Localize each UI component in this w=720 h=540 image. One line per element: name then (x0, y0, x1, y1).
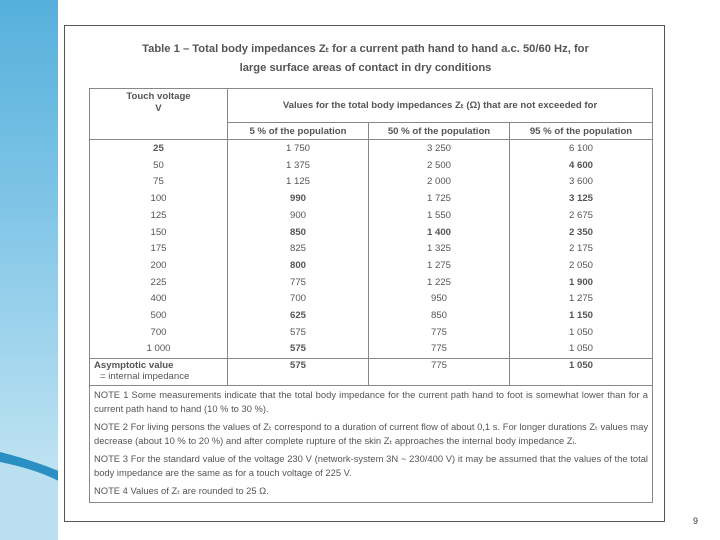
p5-value: 990 (289, 193, 306, 205)
p50-value: 775 (430, 343, 447, 355)
voltage-value: 100 (150, 193, 167, 205)
p95-value: 1 150 (569, 310, 594, 322)
voltage-column (90, 140, 228, 359)
table-title-line2: large surface areas of contact in dry conditions (239, 62, 492, 74)
asymptotic-p95: 1 050 (510, 359, 653, 386)
p5-value: 800 (289, 259, 306, 271)
p50-value: 1 225 (426, 276, 451, 288)
note-3: NOTE 3 For the standard value of the voltage 230 V (network-system 3N ~ 230/400 V) it may be assumed that the values of the total body impedance are the same as for a touch voltage of 225 V. (94, 453, 649, 479)
p50-value: 1 725 (426, 193, 451, 205)
p50-value: 3 250 (426, 143, 451, 154)
p5-value: 700 (289, 293, 306, 305)
p50-value: 1 325 (426, 243, 451, 255)
voltage-header-line1: Touch voltage (126, 91, 191, 102)
p50-value: 2 500 (426, 159, 451, 171)
p50-column (369, 140, 510, 359)
p95-value: 1 275 (569, 293, 594, 305)
voltage-value: 200 (150, 259, 167, 271)
impedance-table (89, 88, 653, 503)
p95-value: 4 600 (569, 159, 594, 171)
asymptotic-label-line1: Asymptotic value (94, 360, 174, 372)
voltage-value: 700 (150, 326, 167, 338)
p95-value: 1 050 (569, 326, 594, 338)
p5-column (228, 140, 369, 359)
p5-value: 575 (289, 343, 306, 355)
voltage-header (90, 89, 228, 140)
note-1: NOTE 1 Some measurements indicate that the total body impedance for the current path hand to foot is somewhat lower than for a current path hand to hand (10 % to 30 %). (94, 389, 649, 415)
p50-value: 1 275 (426, 259, 451, 271)
p5-value: 625 (289, 310, 306, 322)
p5-value: 825 (289, 243, 306, 255)
voltage-value: 175 (150, 243, 167, 255)
p50-value: 2 000 (426, 176, 451, 188)
asymptotic-p50: 775 (369, 359, 510, 386)
voltage-value: 150 (150, 226, 167, 238)
p95-value: 2 675 (569, 209, 594, 221)
p50-value: 950 (430, 293, 447, 305)
p5-value: 1 375 (285, 159, 310, 171)
page-number: 9 (693, 516, 699, 526)
p95-value: 3 125 (569, 193, 594, 205)
p50-value: 850 (430, 310, 447, 322)
p95-value: 1 050 (569, 343, 594, 355)
voltage-value: 500 (150, 310, 167, 322)
voltage-value: 25 (153, 143, 164, 154)
header-p95: 95 % of the population (510, 123, 653, 140)
p50-value: 1 400 (426, 226, 451, 238)
header-p5: 5 % of the population (228, 123, 369, 140)
impedance-span-header: Values for the total body impedances Zₜ (Ω) that are not exceeded for (228, 89, 653, 123)
asymptotic-label-line2: = internal impedance (100, 371, 190, 383)
voltage-header-unit: V (155, 103, 162, 114)
voltage-value: 125 (150, 209, 167, 221)
p50-value: 775 (430, 326, 447, 338)
p5-value: 1 125 (285, 176, 310, 188)
voltage-value: 1 000 (146, 343, 171, 355)
voltage-value: 400 (150, 293, 167, 305)
p5-value: 1 750 (285, 143, 310, 154)
header-p50: 50 % of the population (369, 123, 510, 140)
p95-value: 2 050 (569, 259, 594, 271)
note-4: NOTE 4 Values of Zₜ are rounded to 25 Ω. (94, 485, 269, 497)
voltage-value: 75 (153, 176, 164, 188)
p95-value: 1 900 (569, 276, 594, 288)
p95-column (510, 140, 653, 359)
table-title-line1: Table 1 – Total body impedances Zₜ for a current path hand to hand a.c. 50/60 Hz, for (142, 43, 589, 55)
voltage-value: 50 (153, 159, 164, 171)
table-title (65, 40, 666, 78)
note-2: NOTE 2 For living persons the values of Zₜ correspond to a duration of current flow of about 0,1 s. For longer durations Zₜ values may decrease (about 10 % to 20 %) and after complete rupture of the skin Zₜ approaches the internal body impedance Zᵢ. (94, 421, 649, 447)
document-image (64, 25, 665, 522)
p50-value: 1 550 (426, 209, 451, 221)
p95-value: 6 100 (569, 143, 594, 154)
p5-value: 850 (289, 226, 306, 238)
p5-value: 575 (289, 326, 306, 338)
voltage-value: 225 (150, 276, 167, 288)
p95-value: 3 600 (569, 176, 594, 188)
p5-value: 775 (289, 276, 306, 288)
notes-cell (90, 386, 653, 503)
p95-value: 2 175 (569, 243, 594, 255)
p95-value: 2 350 (569, 226, 594, 238)
asymptotic-label (90, 359, 228, 386)
asymptotic-p5: 575 (228, 359, 369, 386)
p5-value: 900 (289, 209, 306, 221)
